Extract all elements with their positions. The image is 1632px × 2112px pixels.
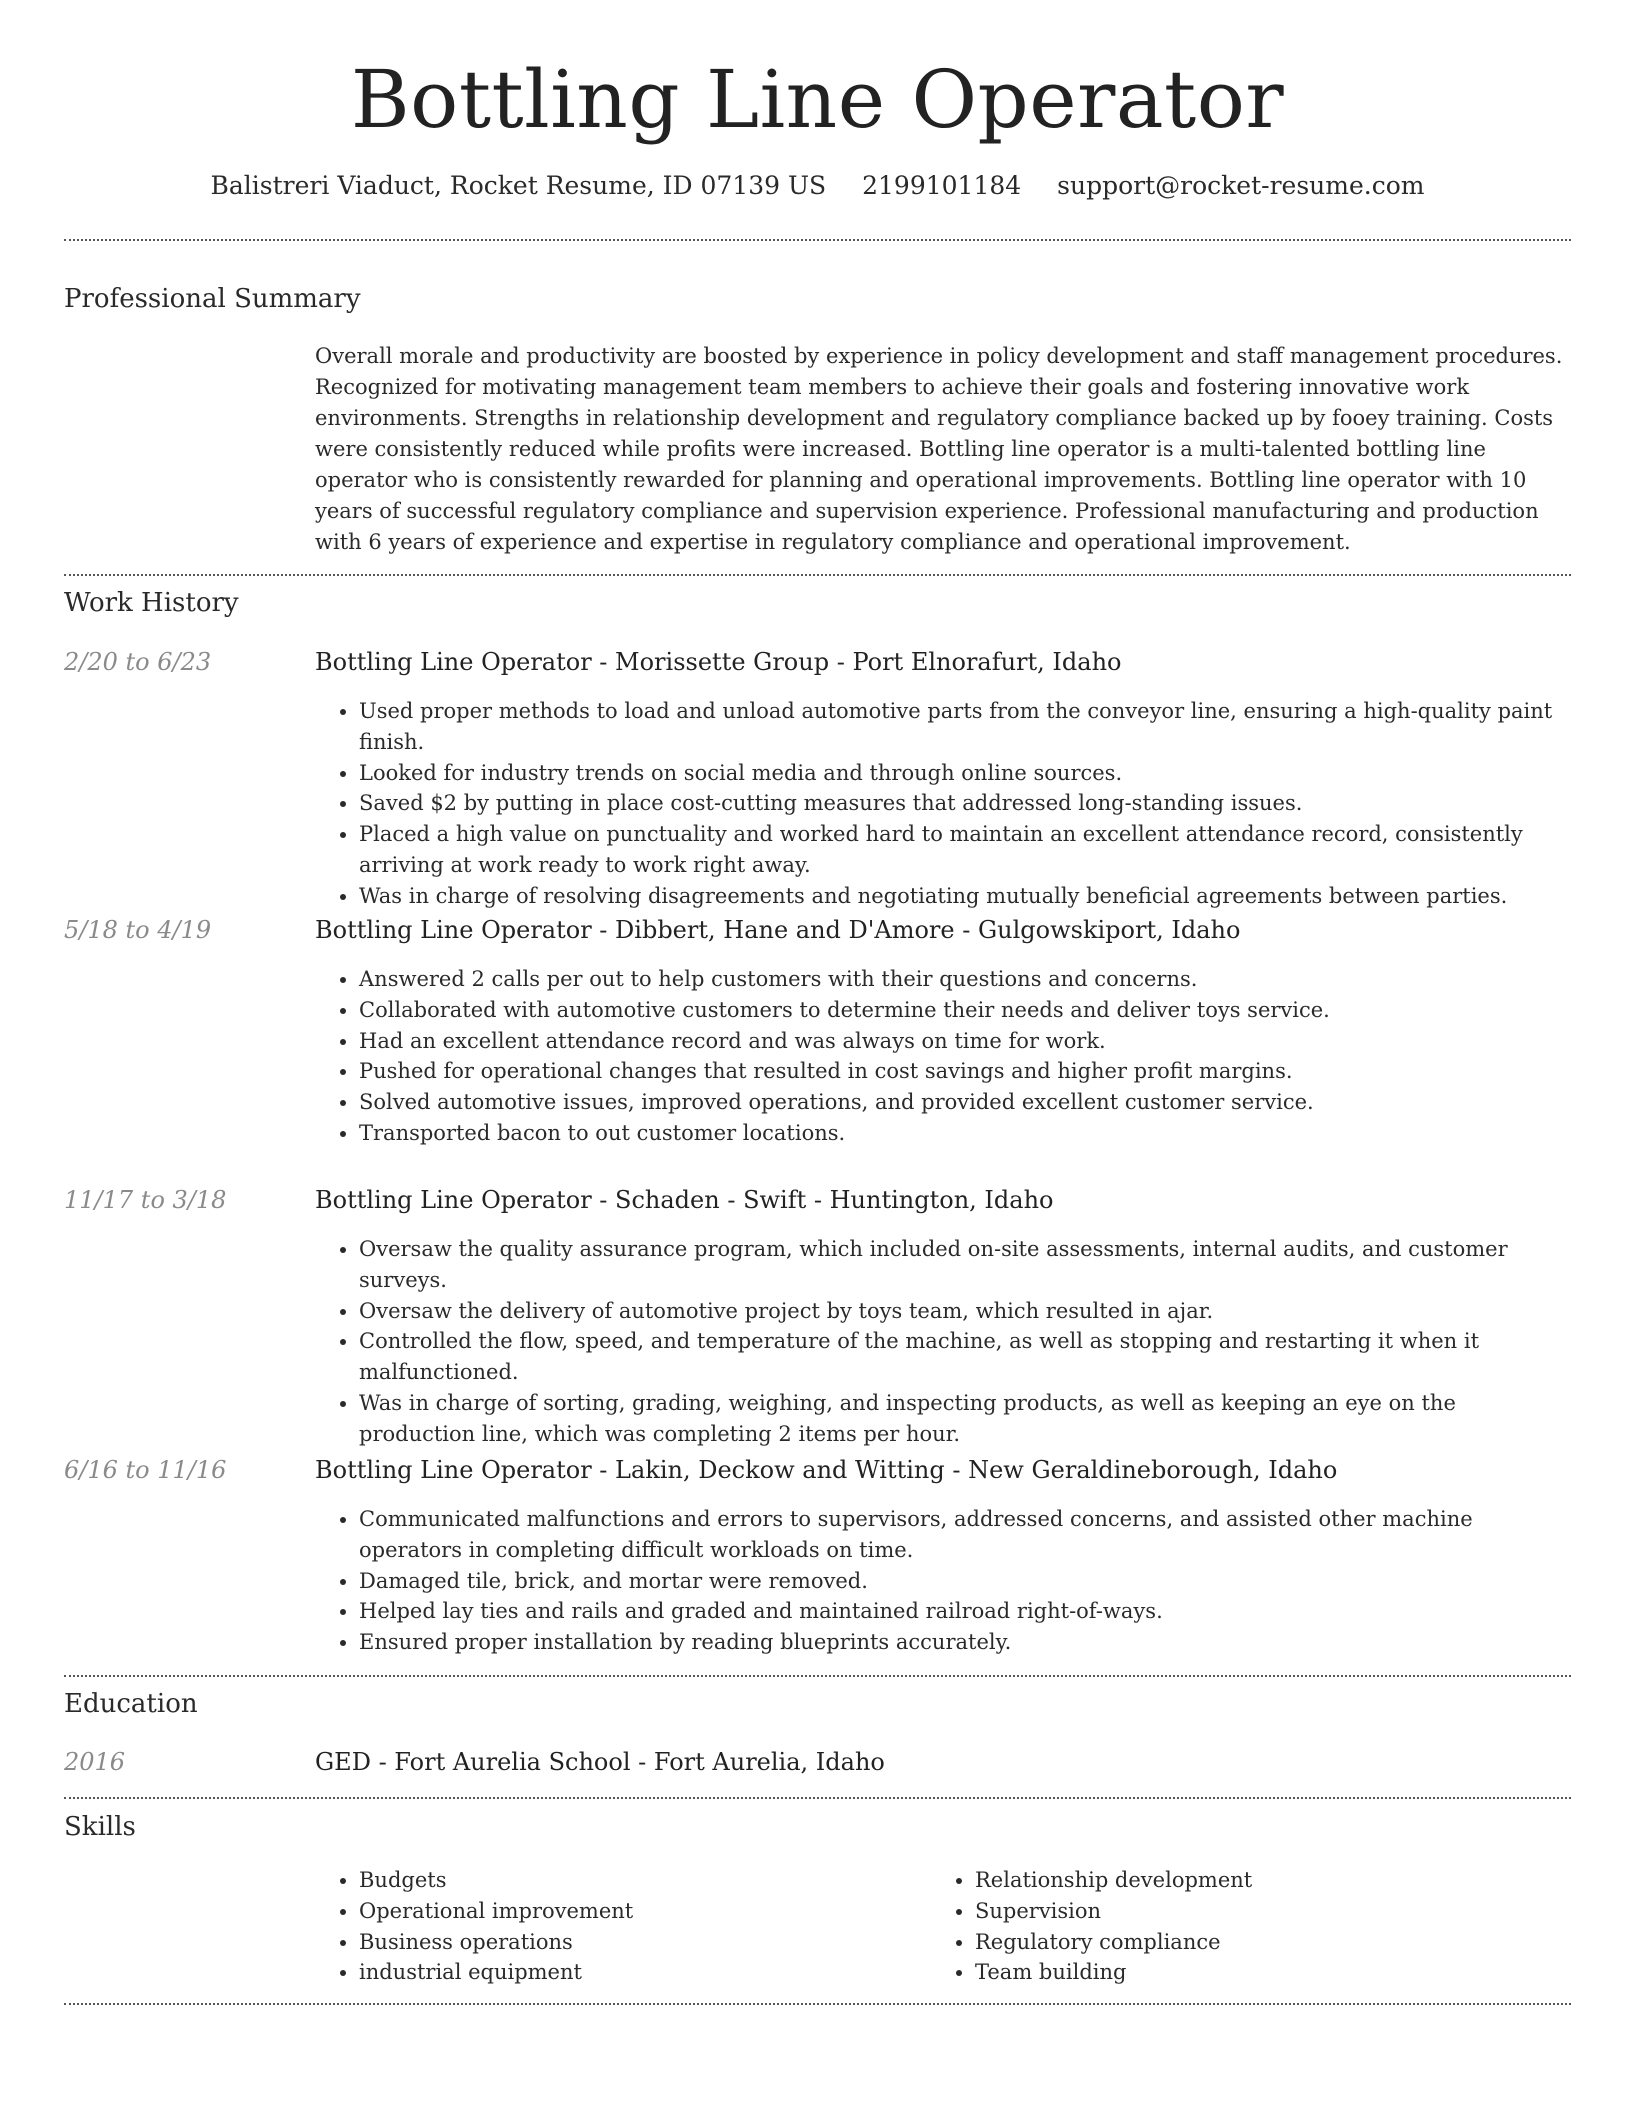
skill-item: • Team building (975, 1957, 1575, 1988)
job-dates: 11/17 to 3/18 (64, 1186, 227, 1214)
skill-item: • Supervision (975, 1896, 1575, 1927)
section-title-summary: Professional Summary (64, 284, 361, 314)
resume-page (64, 0, 1571, 1985)
job-bullet: • Oversaw the quality assurance program, which included on-site assessments, internal audits, and customer surveys. (359, 1234, 1571, 1296)
job-bullet: • Had an excellent attendance record and was always on time for work. (359, 1026, 1571, 1057)
job-bullet: • Saved $2 by putting in place cost-cutting measures that addressed long-standing issues. (359, 788, 1571, 819)
job-dates: 5/18 to 4/19 (64, 916, 212, 944)
skill-item: • Business operations (359, 1927, 919, 1958)
skills-list-right (931, 1865, 1575, 1988)
job-bullets (315, 1234, 1571, 1450)
contact-address: Balistreri Viaduct, Rocket Resume, ID 07139 US (210, 171, 827, 200)
job-heading: Bottling Line Operator - Dibbert, Hane and D'Amore - Gulgowskiport, Idaho (315, 916, 1241, 944)
job-bullet: • Used proper methods to load and unload automotive parts from the conveyor line, ensuring a high-quality paint finish. (359, 696, 1571, 758)
education-year: 2016 (64, 1748, 126, 1776)
job-bullet: • Pushed for operational changes that resulted in cost savings and higher profit margins. (359, 1056, 1571, 1087)
job-bullets (315, 964, 1571, 1149)
job-bullet: • Transported bacon to out customer locations. (359, 1118, 1571, 1149)
job-bullets (315, 1504, 1571, 1658)
divider (64, 574, 1571, 576)
job-bullet: • Oversaw the delivery of automotive project by toys team, which resulted in ajar. (359, 1296, 1571, 1327)
skill-item: • Budgets (359, 1865, 919, 1896)
education-entry: GED - Fort Aurelia School - Fort Aurelia, Idaho (315, 1748, 885, 1776)
contact-email: support@rocket-resume.com (1057, 171, 1425, 200)
job-heading: Bottling Line Operator - Morissette Group - Port Elnorafurt, Idaho (315, 648, 1122, 676)
job-bullet: • Communicated malfunctions and errors to supervisors, addressed concerns, and assisted other machine operators in completing difficult workloads on time. (359, 1504, 1571, 1566)
job-bullet: • Looked for industry trends on social media and through online sources. (359, 758, 1571, 789)
job-bullet: • Ensured proper installation by reading blueprints accurately. (359, 1627, 1571, 1658)
skills-list-left (315, 1865, 919, 1988)
section-title-education: Education (64, 1689, 198, 1719)
job-bullet: • Controlled the flow, speed, and temperature of the machine, as well as stopping and restarting it when it malfunctioned. (359, 1326, 1571, 1388)
summary-text: Overall morale and productivity are boosted by experience in policy development and staff management procedures. Recognized for motivating management team members to achieve their goals and fostering innovative work environments. Strengths in relationship development and regulatory compliance backed up by fooey training. Costs were consistently reduced while profits were increased. Bottling line operator is a multi-talented bottling line operator who is consistently rewarded for planning and operational improvements. Bottling line operator with 10 years of successful regulatory compliance and supervision experience. Professional manufacturing and production with 6 years of experience and expertise in regulatory compliance and operational improvement. (315, 344, 1563, 554)
job-bullet: • Was in charge of resolving disagreements and negotiating mutually beneficial agreements between parties. (359, 881, 1571, 912)
job-bullet: • Solved automotive issues, improved operations, and provided excellent customer service. (359, 1087, 1571, 1118)
job-bullet: • Was in charge of sorting, grading, weighing, and inspecting products, as well as keeping an eye on the production line, which was completing 2 items per hour. (359, 1388, 1571, 1450)
divider (64, 239, 1571, 241)
job-bullet: • Helped lay ties and rails and graded and maintained railroad right-of-ways. (359, 1596, 1571, 1627)
divider (64, 2003, 1571, 2005)
job-dates: 6/16 to 11/16 (64, 1456, 227, 1484)
job-dates: 2/20 to 6/23 (64, 648, 212, 676)
skill-item: • industrial equipment (359, 1957, 919, 1988)
section-title-skills: Skills (64, 1812, 136, 1842)
divider (64, 1797, 1571, 1799)
resume-title: Bottling Line Operator (350, 53, 1285, 146)
job-heading: Bottling Line Operator - Lakin, Deckow and Witting - New Geraldineborough, Idaho (315, 1456, 1338, 1484)
skill-item: • Relationship development (975, 1865, 1575, 1896)
job-bullet: • Placed a high value on punctuality and worked hard to maintain an excellent attendance record, consistently arriving at work ready to work right away. (359, 819, 1571, 881)
contact-line (64, 170, 1571, 202)
divider (64, 1675, 1571, 1677)
job-bullet: • Answered 2 calls per out to help customers with their questions and concerns. (359, 964, 1571, 995)
contact-phone: 2199101184 (862, 171, 1022, 200)
job-bullet: • Damaged tile, brick, and mortar were removed. (359, 1566, 1571, 1597)
section-title-work-history: Work History (64, 588, 239, 618)
job-bullets (315, 696, 1571, 912)
skill-item: • Regulatory compliance (975, 1927, 1575, 1958)
job-heading: Bottling Line Operator - Schaden - Swift - Huntington, Idaho (315, 1186, 1054, 1214)
skill-item: • Operational improvement (359, 1896, 919, 1927)
job-bullet: • Collaborated with automotive customers to determine their needs and deliver toys service. (359, 995, 1571, 1026)
